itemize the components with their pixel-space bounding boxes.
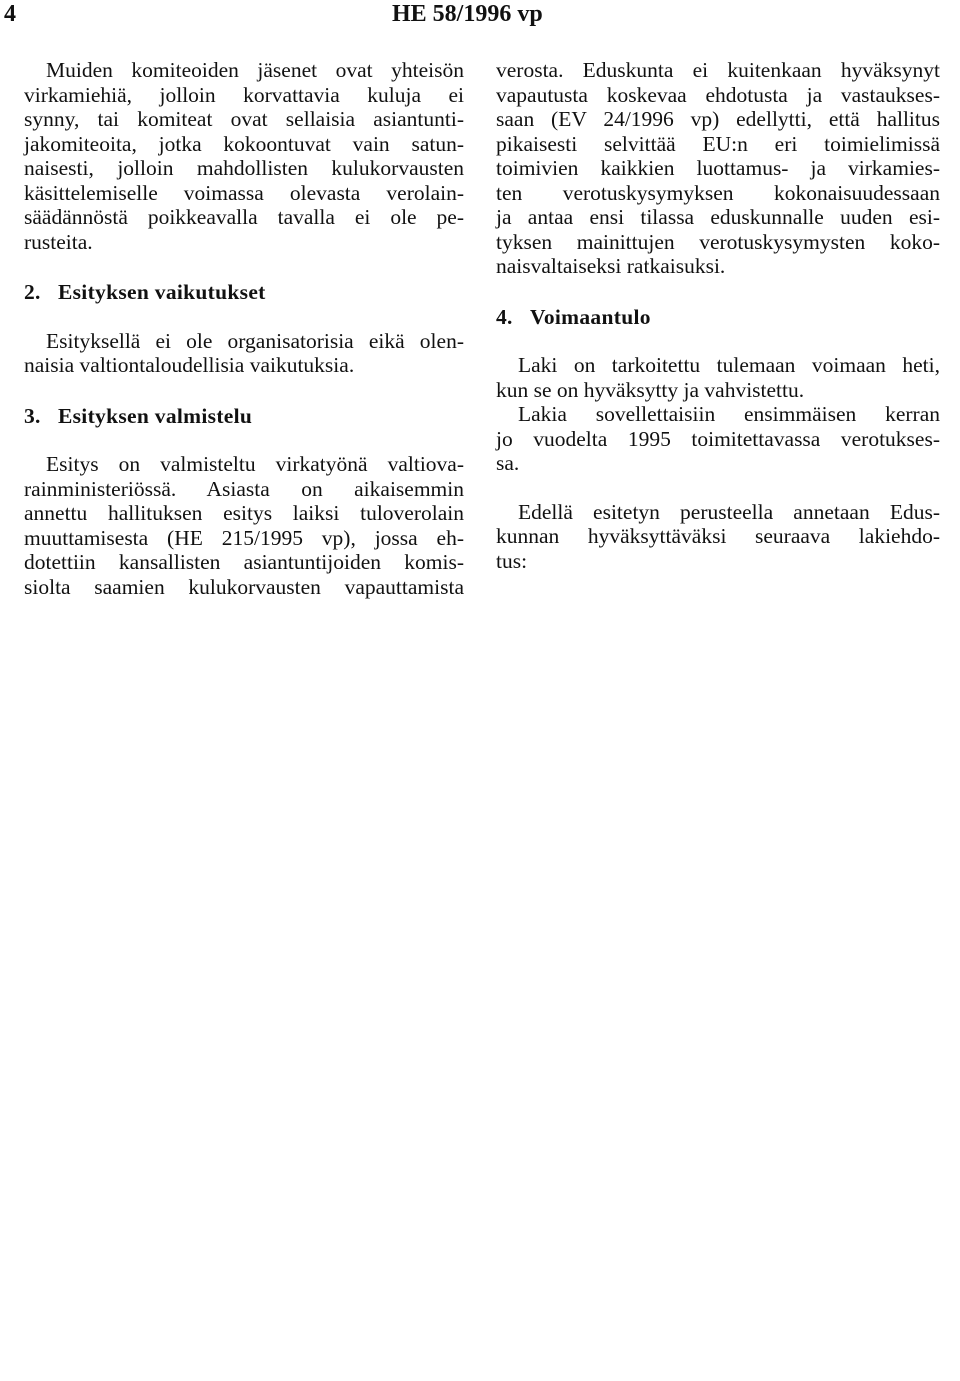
text-line: kun se on hyväksytty ja vahvistettu. <box>496 377 805 402</box>
text-line: dotettiin kansallisten asiantuntijoiden komis- <box>24 550 464 574</box>
text-line: saan (EV 24/1996 vp) edellytti, että hallitus <box>496 107 940 131</box>
section-heading-2 <box>24 280 464 305</box>
text-line: jo vuodelta 1995 toimitettavassa verotukses- <box>496 426 940 451</box>
text-line: verosta. Eduskunta ei kuitenkaan hyväksynyt <box>496 58 940 82</box>
page-header <box>0 0 960 32</box>
section-number: 3. <box>24 403 41 428</box>
section-3-paragraph <box>24 452 464 599</box>
text-line: rusteita. <box>24 229 93 254</box>
section-4-paragraph-1 <box>496 353 940 402</box>
section-number: 4. <box>496 304 513 329</box>
text-line: muuttamisesta (HE 215/1995 vp), jossa eh- <box>24 525 464 550</box>
section-2-paragraph <box>24 329 464 378</box>
text-line: Laki on tarkoitettu tulemaan voimaan heti, <box>518 353 940 377</box>
right-column <box>496 58 940 573</box>
section-title: Voimaantulo <box>530 304 651 329</box>
section-heading-3 <box>24 404 464 429</box>
text-line: käsittelemiselle voimassa olevasta verolain- <box>24 180 464 205</box>
text-line: kunnan hyväksyttäväksi seuraava lakiehdo- <box>496 524 940 548</box>
section-title: Esityksen valmistelu <box>58 403 253 428</box>
text-line: annettu hallituksen esitys laiksi tuloverolain <box>24 501 464 525</box>
section-4-paragraph-2 <box>496 402 940 476</box>
section-number: 2. <box>24 280 41 304</box>
continuation-paragraph <box>496 58 940 279</box>
text-line: vapautusta koskevaa ehdotusta ja vastaukses- <box>496 82 940 107</box>
text-line: siolta saamien kulukorvausten vapauttamista <box>24 574 464 599</box>
text-line: ja antaa ensi tilassa eduskunnalle uuden esi- <box>496 205 940 229</box>
text-line: jakomiteoita, jotka kokoontuvat vain satun- <box>24 131 464 156</box>
spacer <box>496 476 940 500</box>
text-line: naisesti, jolloin mahdollisten kulukorvausten <box>24 156 464 180</box>
text-line: tus: <box>496 548 528 573</box>
intro-paragraph <box>24 58 464 254</box>
text-line: naisvaltaiseksi ratkaisuksi. <box>496 254 726 278</box>
section-title: Esityksen vaikutukset <box>58 280 266 304</box>
text-line: pikaisesti selvittää EU:n eri toimielimissä <box>496 131 940 156</box>
document-id: HE 58/1996 vp <box>392 1 543 27</box>
text-line: tyksen mainittujen verotuskysymysten koko- <box>496 229 940 254</box>
section-heading-4 <box>496 305 940 330</box>
text-line: Lakia sovellettaisiin ensimmäisen kerran <box>518 402 940 426</box>
text-line: virkamiehiä, jolloin korvattavia kuluja ei <box>24 82 464 107</box>
left-column <box>24 58 464 599</box>
closing-paragraph <box>496 500 940 574</box>
text-line: toimivien kaikkien luottamus- ja virkamies- <box>496 156 940 180</box>
text-line: synny, tai komiteat ovat sellaisia asiantunti- <box>24 107 464 131</box>
text-line: säädännöstä poikkeavalla tavalla ei ole pe- <box>24 205 464 229</box>
text-line: naisia valtiontaloudellisia vaikutuksia. <box>24 353 355 377</box>
text-line: Muiden komiteoiden jäsenet ovat yhteisön <box>46 58 464 82</box>
text-line: Esitys on valmisteltu virkatyönä valtiova- <box>46 452 464 476</box>
text-line: ten verotuskysymyksen kokonaisuudessaan <box>496 180 940 205</box>
text-line: Edellä esitetyn perusteella annetaan Edus- <box>518 499 940 524</box>
text-line: sa. <box>496 451 520 475</box>
page-number: 4 <box>4 1 16 27</box>
text-line: Esityksellä ei ole organisatorisia eikä olen- <box>46 328 464 353</box>
text-line: rainministeriössä. Asiasta on aikaisemmin <box>24 476 464 501</box>
